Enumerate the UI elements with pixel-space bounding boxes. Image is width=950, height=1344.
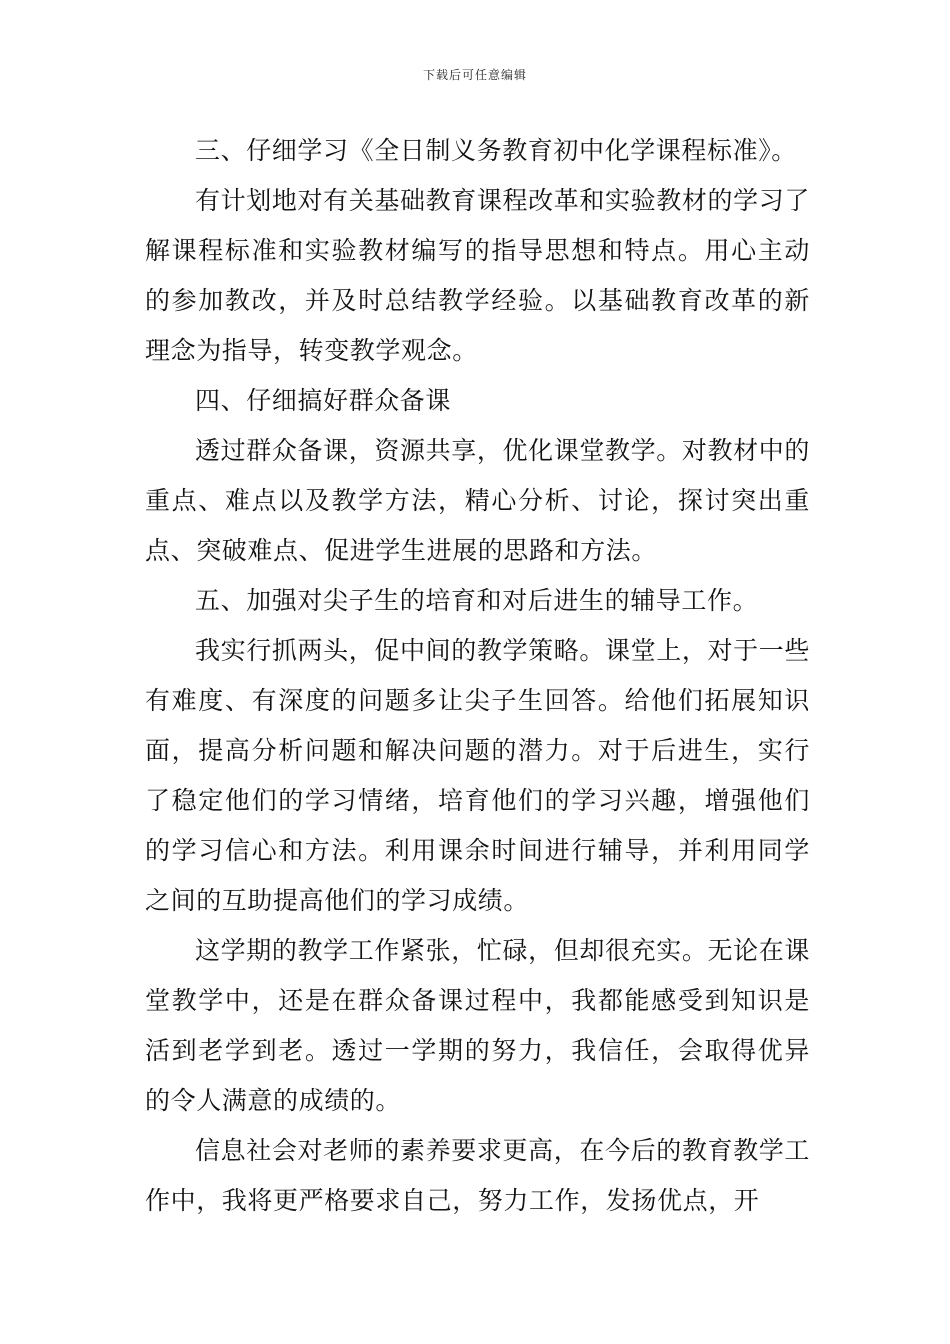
section-heading-3: 三、仔细学习《全日制义务教育初中化学课程标准》。 xyxy=(195,136,797,165)
paragraph: 我实行抓两头，促中间的教学策略。课堂上，对于一些有难度、有深度的问题多让尖子生回答。给他们拓展知识面，提高分析问题和解决问题的潜力。对于后进生，实行了稳定他们的学习情绪，培育他们的学习兴趣，增强他们的学习信心和方法。利用课余时间进行辅导，并利用同学之间的互助提高他们的学习成绩。 xyxy=(145,636,810,915)
document-body xyxy=(145,126,810,1226)
section-heading-4: 四、仔细搞好群众备课 xyxy=(195,386,452,415)
paragraph: 这学期的教学工作紧张，忙碌，但却很充实。无论在课堂教学中，还是在群众备课过程中，我都能感受到知识是活到老学到老。透过一学期的努力，我信任，会取得优异的令人满意的成绩的。 xyxy=(145,936,810,1115)
paragraph: 有计划地对有关基础教育课程改革和实验教材的学习了解课程标准和实验教材编写的指导思想和特点。用心主动的参加教改，并及时总结教学经验。以基础教育改革的新理念为指导，转变教学观念。 xyxy=(145,186,810,365)
section-heading-5: 五、加强对尖子生的培育和对后进生的辅导工作。 xyxy=(195,586,759,615)
paragraph: 信息社会对老师的素养要求更高，在今后的教育教学工作中，我将更严格要求自己，努力工作，发扬优点，开 xyxy=(145,1136,810,1215)
paragraph: 透过群众备课，资源共享，优化课堂教学。对教材中的重点、难点以及教学方法，精心分析、讨论，探讨突出重点、突破难点、促进学生进展的思路和方法。 xyxy=(145,436,810,565)
header-note: 下载后可任意编辑 xyxy=(422,68,527,82)
